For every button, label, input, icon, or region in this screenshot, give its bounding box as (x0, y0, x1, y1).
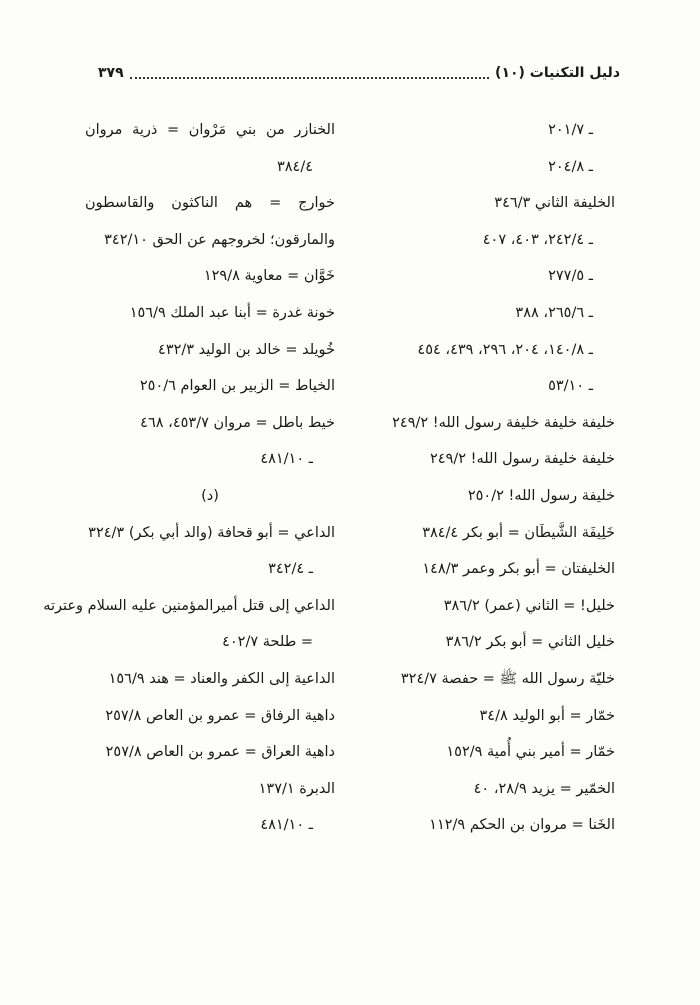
index-entry: ـ ٥٣/١٠ (548, 378, 593, 395)
index-entry: ـ ٢٧٧/٥ (548, 268, 593, 285)
index-entry: داهية العراق = عمرو بن العاص ٢٥٧/٨ (105, 744, 335, 761)
index-entry: ـ ٢٠١/٧ (548, 122, 593, 138)
index-entry: الخليفتان = أبو بكر وعمر ١٤٨/٣ (422, 561, 615, 578)
index-entry: = طلحة ٤٠٢/٧ (222, 634, 313, 651)
index-entry: خليّة رسول الله ﷺ = حفصة ٣٢٤/٧ (400, 670, 615, 687)
index-entry: خليل الثاني = أبو بكر ٣٨٦/٢ (445, 634, 615, 651)
index-entry: خَوَّان = معاوية ١٢٩/٨ (203, 268, 335, 285)
index-entry: خمّار = أمير بني أُمية ١٥٢/٩ (446, 744, 615, 761)
index-entry: والمارقون؛ لخروجهم عن الحق ٣٤٢/١٠ (104, 231, 335, 248)
index-entry: ـ ٢٦٥/٦، ٣٨٨ (515, 304, 593, 321)
index-entry: داهية الرفاق = عمرو بن العاص ٢٥٧/٨ (105, 707, 335, 724)
running-header (98, 62, 620, 84)
index-entry: ـ ٤٨١/١٠ (260, 451, 313, 468)
index-entry: الخنازر من بني مَرْوان = ذرية مروان (85, 122, 335, 138)
index-column-right (355, 112, 615, 844)
index-entry: الخَنا = مروان بن الحكم ١١٢/٩ (429, 817, 615, 834)
index-entry: خوارج = هم الناكثون والقاسطون (85, 195, 335, 212)
index-entry: خونة غدرة = أبنا عبد الملك ١٥٦/٩ (129, 304, 335, 321)
index-entry: خليفة رسول الله! ٢٥٠/٢ (467, 487, 615, 504)
index-entry: ـ ١٤٠/٨، ٢٠٤، ٢٩٦، ٤٣٩، ٤٥٤ (417, 341, 593, 358)
index-entry: الخياط = الزبير بن العوام ٢٥٠/٦ (139, 378, 335, 395)
index-entry: خُويلد = خالد بن الوليد ٤٣٢/٣ (158, 341, 335, 358)
index-entry: ـ ٣٤٢/٤ (268, 561, 313, 578)
index-entry: ـ ٤٨١/١٠ (260, 817, 313, 834)
index-entry: الخمّير = يزيد ٢٨/٩، ٤٠ (473, 780, 615, 797)
index-entry: ـ ٢٠٤/٨ (548, 158, 593, 175)
index-entry: خمّار = أبو الوليد ٣٤/٨ (479, 707, 615, 724)
index-entry: الداعية إلى الكفر والعناد = هند ١٥٦/٩ (108, 670, 335, 687)
index-entry: ـ ٢٤٢/٤، ٤٠٣، ٤٠٧ (482, 231, 593, 248)
section-letter-heading: (د) (201, 487, 219, 504)
index-entry: الدبرة ١٣٧/١ (258, 780, 335, 797)
index-entry: ٣٨٤/٤ (276, 158, 313, 175)
header-leader-dots (130, 67, 489, 79)
index-entry: خليفة خليفة رسول الله! ٢٤٩/٢ (430, 451, 615, 468)
page-number: ٣٧٩ (98, 65, 124, 81)
index-entry: الداعي إلى قتل أميرالمؤمنين عليه السلام وعترته (43, 597, 335, 614)
index-entry: الداعي = أبو قحافة (والد أبي بكر) ٣٢٤/٣ (88, 524, 335, 541)
index-entry: خليل! = الثاني (عمر) ٣٨٦/٢ (443, 597, 615, 614)
index-column-left (43, 112, 335, 844)
index-entry: خَلِيفَة الشَّيطَان = أبو بكر ٣٨٤/٤ (422, 524, 615, 541)
header-title: دليل التكنيات (١٠) (495, 65, 620, 81)
index-entry: خيط باطل = مروان ٤٥٣/٧، ٤٦٨ (140, 414, 335, 431)
index-entry: الخليفة الثاني ٣٤٦/٣ (494, 195, 615, 212)
index-entry: خليفة خليفة خليفة رسول الله! ٢٤٩/٢ (392, 414, 615, 431)
